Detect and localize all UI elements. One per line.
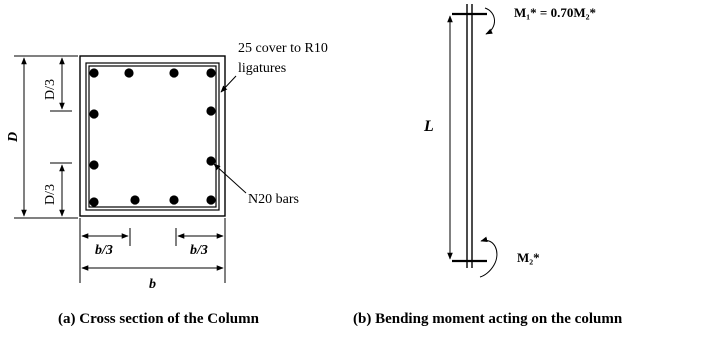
rebar <box>206 68 215 77</box>
dim-b3-right-label: b/3 <box>190 243 208 258</box>
dim-d-label: D <box>6 131 21 142</box>
cover-leader-line <box>221 76 236 92</box>
dim-b-label: b <box>149 277 156 292</box>
cross-section-figure <box>6 41 328 327</box>
cover-label-line1: 25 cover to R10 <box>238 41 328 56</box>
rebar <box>89 197 98 206</box>
dim-d3-top-label: D/3 <box>43 79 58 100</box>
column-caption: (b) Bending moment acting on the column <box>353 311 623 327</box>
rebar <box>169 68 178 77</box>
rebar <box>206 195 215 204</box>
ligature-inner <box>89 66 216 207</box>
rebar <box>124 68 133 77</box>
bottom-moment-arrow-icon <box>480 240 497 277</box>
rebar <box>169 195 178 204</box>
rebar <box>89 68 98 77</box>
cover-label-line2: ligatures <box>238 61 287 76</box>
dim-d3-bottom-label: D/3 <box>43 184 58 205</box>
ligature-outer <box>86 63 219 210</box>
bottom-moment-label: M₂* <box>517 250 540 265</box>
cross-section-caption: (a) Cross section of the Column <box>58 311 259 327</box>
rebar <box>89 109 98 118</box>
rebar <box>206 106 215 115</box>
length-label: L <box>424 118 434 135</box>
rebar-group <box>89 68 215 206</box>
top-moment-arrow-icon <box>485 8 495 34</box>
rebar <box>89 160 98 169</box>
column-figure <box>353 4 623 327</box>
section-outline <box>80 56 225 216</box>
bar-label: N20 bars <box>248 192 299 207</box>
rebar <box>130 195 139 204</box>
dim-b3-left-label: b/3 <box>95 243 113 258</box>
top-moment-label: M₁* = 0.70M₂* <box>514 5 596 20</box>
